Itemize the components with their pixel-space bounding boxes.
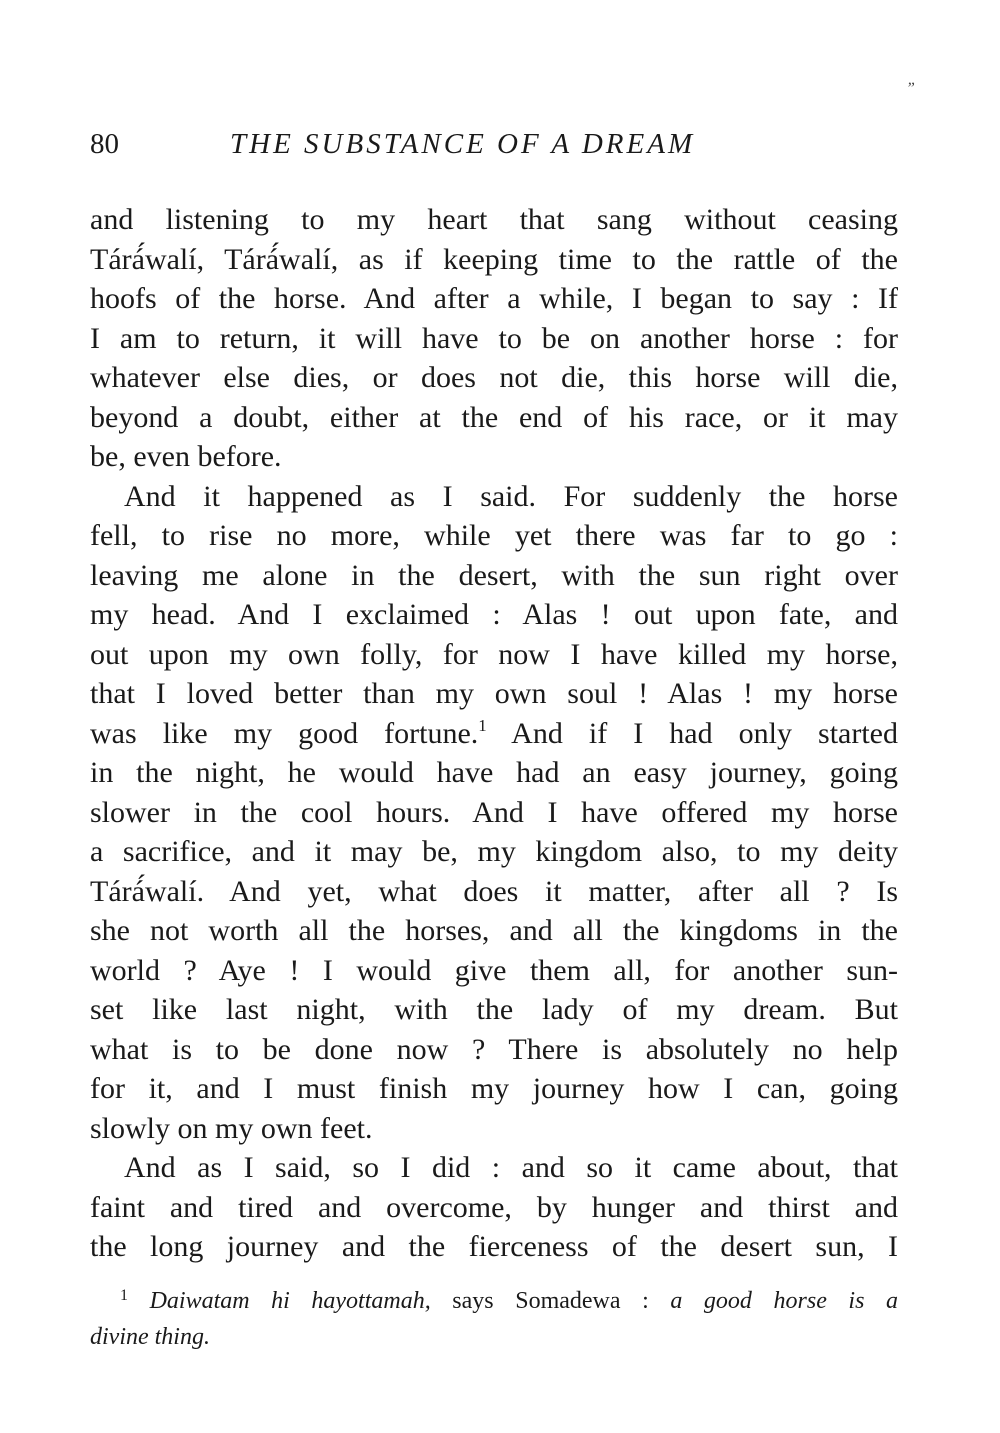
text-line: Tárá́walí, Tárá́walí, as if keeping time to the rattle of the	[90, 242, 898, 276]
text-line: I am to return, it will have to be on another horse : for	[90, 321, 898, 355]
paragraph-2	[90, 477, 898, 1149]
text-line: And as I said, so I did : and so it came about, that	[124, 1151, 898, 1184]
footnote-line	[120, 1283, 898, 1319]
footnote	[90, 1283, 899, 1355]
body-text	[90, 200, 898, 1267]
text-line: faint and tired and overcome, by hunger and thirst and	[90, 1190, 898, 1224]
text-line: be, even before.	[90, 440, 282, 473]
footnote-line	[90, 1319, 898, 1355]
text-line: fell, to rise no more, while yet there was far to go :	[90, 519, 898, 552]
text-line: for it, and I must finish my journey how I can, going	[90, 1072, 898, 1105]
text-line: set like last night, with the lady of my dream. But	[90, 993, 898, 1026]
paragraph-1	[90, 200, 898, 477]
text-line: slower in the cool hours. And I have offered my horse	[90, 795, 898, 829]
text-line: she not worth all the horses, and all the kingdoms in the	[90, 914, 898, 947]
text-line-with-footnote	[90, 714, 898, 754]
footnote-italic-text: Daiwatam hi hayottamah,	[149, 1288, 431, 1314]
paragraph-3	[90, 1148, 898, 1267]
running-title: THE SUBSTANCE OF A DREAM	[230, 128, 696, 160]
corner-mark: ”	[906, 80, 915, 97]
text-line: what is to be done now ? There is absolutely no help	[90, 1032, 898, 1066]
footnote-text: says Somadewa :	[430, 1288, 671, 1314]
text-line: out upon my own folly, for now I have killed my horse,	[90, 637, 898, 671]
text-segment: And if I had only started	[486, 716, 899, 750]
text-line: and listening to my heart that sang without ceasing	[90, 203, 898, 236]
text-segment: was like my good fortune.	[90, 716, 479, 750]
page-number: 80	[90, 128, 119, 160]
text-line: whatever else dies, or does not die, this horse will die,	[90, 361, 898, 394]
page-header	[90, 128, 898, 168]
text-line: world ? Aye ! I would give them all, for another sun-	[90, 953, 898, 987]
text-line: a sacrifice, and it may be, my kingdom also, to my deity	[90, 835, 898, 868]
text-line: my head. And I exclaimed : Alas ! out upon fate, and	[90, 598, 898, 631]
text-line: slowly on my own feet.	[90, 1111, 373, 1145]
footnote-reference: 1	[478, 715, 487, 735]
text-line: in the night, he would have had an easy journey, going	[90, 756, 898, 789]
text-line: Tárá́walí. And yet, what does it matter, after all ? Is	[90, 874, 898, 908]
footnote-mark: 1	[120, 1287, 128, 1304]
text-line: leaving me alone in the desert, with the sun right over	[90, 558, 898, 592]
text-line: hoofs of the horse. And after a while, I began to say : If	[90, 282, 898, 315]
footnote-italic-text: divine thing.	[90, 1324, 210, 1350]
text-line: And it happened as I said. For suddenly the horse	[124, 479, 898, 513]
footnote-italic-text: a good horse is a	[670, 1288, 899, 1314]
text-line: that I loved better than my own soul ! Alas ! my horse	[90, 677, 898, 710]
text-line: the long journey and the fierceness of the desert sun, I	[90, 1230, 898, 1263]
text-line: beyond a doubt, either at the end of his race, or it may	[90, 400, 898, 434]
